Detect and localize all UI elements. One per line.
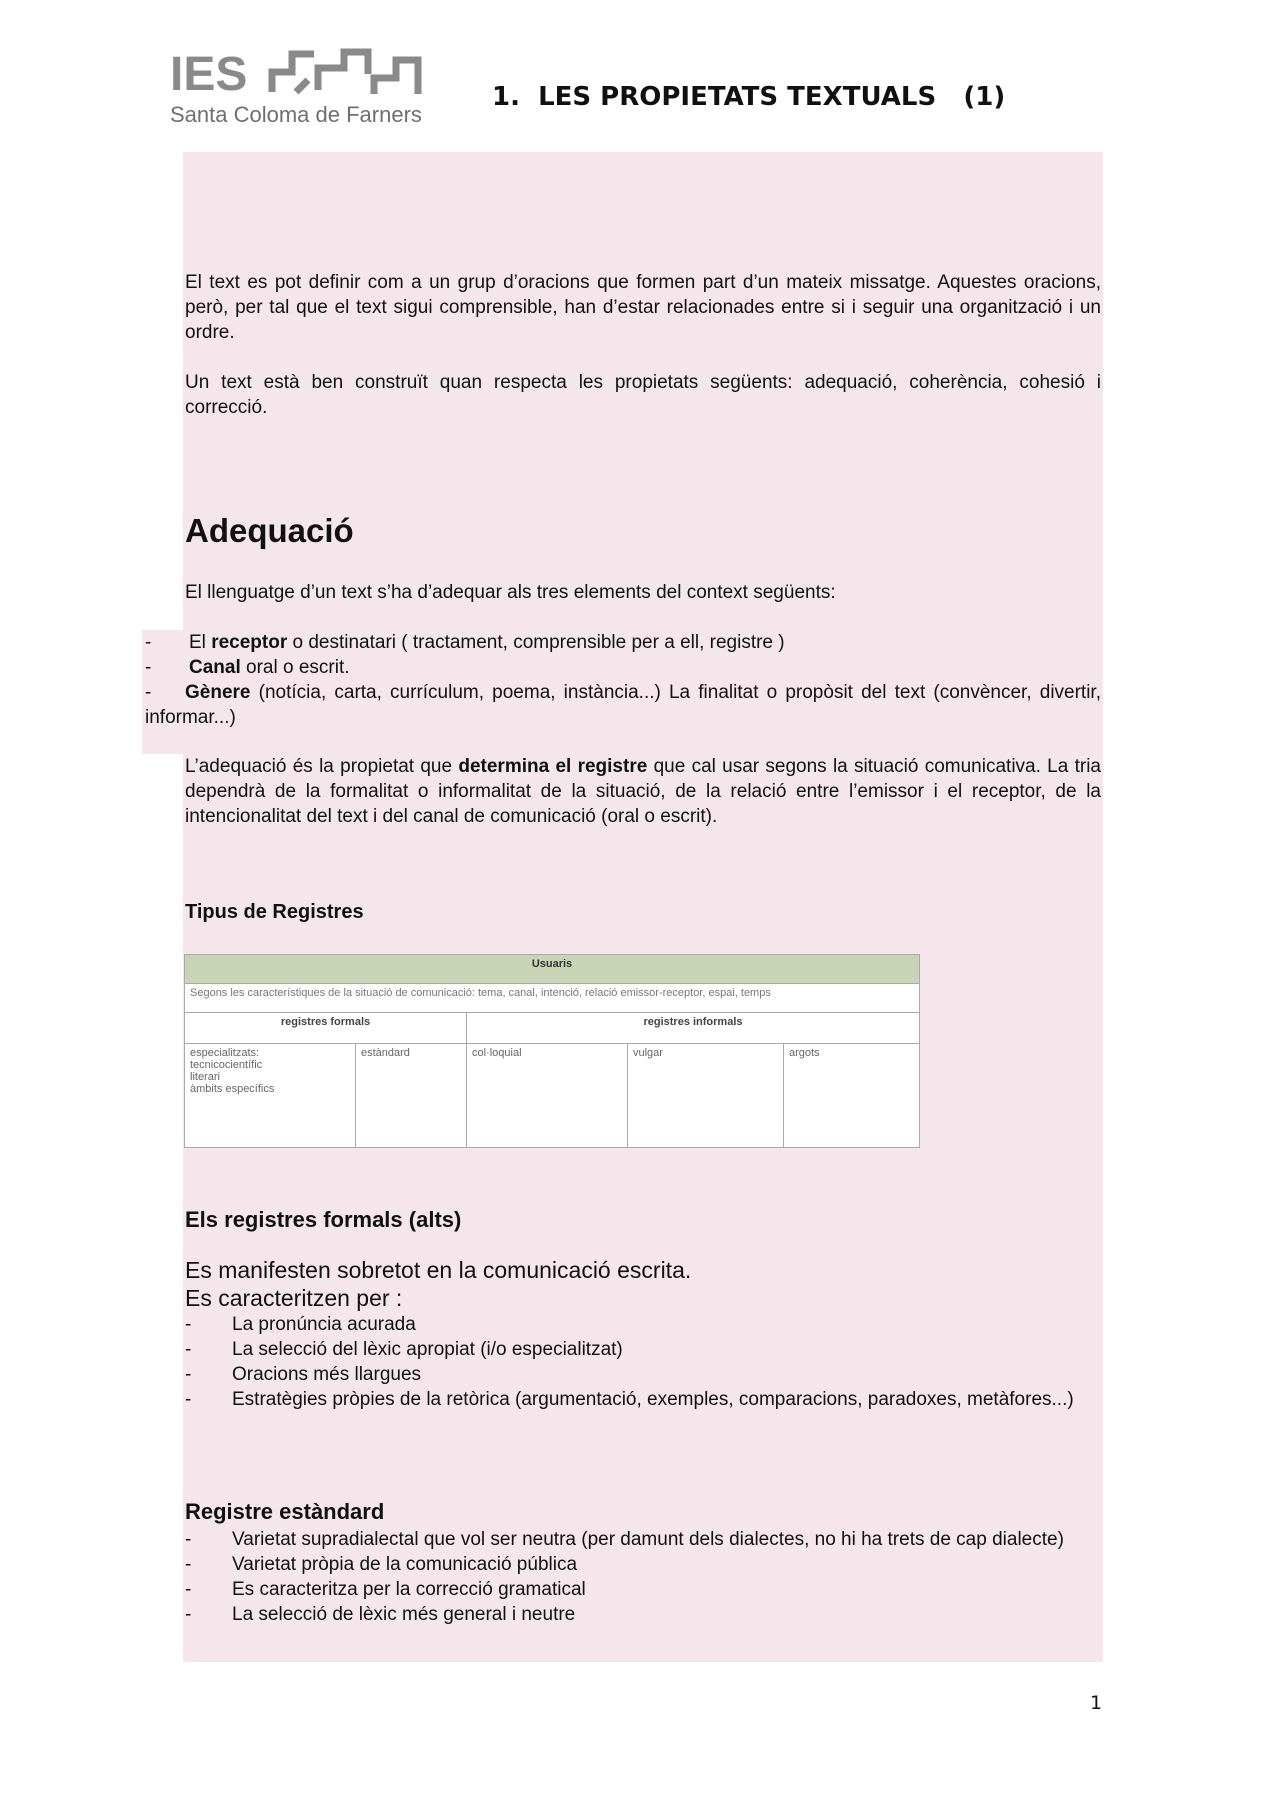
school-logo	[168, 44, 430, 132]
definition-bold: determina el registre	[458, 756, 648, 777]
list-item	[185, 1602, 1101, 1627]
logo-school-name: Santa Coloma de Farners	[170, 102, 422, 127]
list-dash: -	[185, 1604, 192, 1625]
informal-col-colloquial: col·loquial	[467, 1044, 628, 1148]
intro-paragraph-2: Un text està ben construït quan respecta les propietats següents: adequació, coherència, cohesió i correcció.	[185, 372, 1101, 418]
list-item-genere	[145, 680, 1101, 730]
list-item-canal	[145, 655, 1101, 680]
adequacio-definition	[185, 754, 1101, 829]
list-item-text: La pronúncia acurada	[232, 1314, 416, 1335]
formals-line-2: Es caracteritzen per :	[185, 1284, 403, 1311]
formals-section	[185, 1257, 1101, 1412]
list-dash: -	[185, 1579, 192, 1600]
item-post: o destinatari ( tractament, comprensible per a ell, registre )	[287, 632, 785, 653]
list-item-text: Es caracteritza per la correcció gramatical	[232, 1579, 586, 1600]
list-item	[185, 1337, 1101, 1362]
formals-line-1: Es manifesten sobretot en la comunicació escrita.	[185, 1257, 692, 1283]
list-item-receptor	[145, 630, 1101, 655]
item-bold: Gènere	[185, 682, 251, 703]
list-dash: -	[185, 1554, 192, 1575]
formal-col-especialitzats	[185, 1044, 356, 1148]
list-item	[185, 1577, 1101, 1602]
list-item-text: Oracions més llargues	[232, 1364, 422, 1385]
context-elements-list	[145, 630, 1101, 730]
definition-post: que cal usar segons la situació comunicativa. La tria dependrà de la formalitat o informalitat de la situació, de la relació entre l’emissor i el receptor, de la intencionalitat del text i del canal de comunicació (oral o escrit).	[185, 756, 1101, 827]
list-item-text: La selecció de lèxic més general i neutre	[232, 1604, 576, 1625]
logo-emblem-icon	[272, 52, 418, 94]
list-item	[185, 1387, 1101, 1412]
list-item-text: La selecció del lèxic apropiat (i/o especialitzat)	[232, 1339, 623, 1360]
informal-header: registres informals	[467, 1013, 920, 1044]
list-item-text: Estratègies pròpies de la retòrica (argumentació, exemples, comparacions, paradoxes, metàfores...)	[232, 1389, 1074, 1410]
item-bold: receptor	[211, 632, 288, 653]
cell-line: tecnicocientífic	[190, 1059, 263, 1071]
list-dash: -	[185, 1339, 192, 1360]
registres-table	[184, 954, 920, 1148]
formals-list	[185, 1312, 1101, 1412]
list-dash: -	[145, 657, 152, 678]
cell-line: àmbits específics	[190, 1083, 275, 1095]
estandard-heading: Registre estàndard	[185, 1499, 385, 1524]
document-title: 1. LES PROPIETATS TEXTUALS (1)	[492, 82, 1006, 112]
cell-line: especialitzats:	[190, 1047, 260, 1059]
estandard-section	[185, 1527, 1101, 1627]
adequacio-intro	[185, 580, 1101, 605]
list-item	[185, 1552, 1101, 1577]
definition-pre: L’adequació és la propietat que	[185, 756, 459, 777]
formal-col-estandard: estàndard	[356, 1044, 467, 1148]
page-number: 1	[1090, 1692, 1103, 1714]
adequacio-paragraph	[185, 754, 1101, 829]
list-dash: -	[145, 632, 152, 653]
adequacio-intro-text: El llenguatge d’un text s’ha d’adequar als tres elements del context següents:	[185, 582, 836, 603]
table-subtitle: Segons les característiques de la situació de comunicació: tema, canal, intenció, relació emissor-receptor, espai, temps	[185, 984, 920, 1013]
list-item-text: Varietat supradialectal que vol ser neutra (per damunt dels dialectes, no hi ha trets de cap dialecte)	[232, 1529, 1064, 1550]
formals-heading: Els registres formals (alts)	[185, 1207, 462, 1232]
list-item	[185, 1362, 1101, 1387]
intro-paragraph-1: El text es pot definir com a un grup d’oracions que formen part d’un mateix missatge. Aquestes oracions, però, per tal que el text sigui comprensible, han d’estar relacionades entre si i seguir una organització i un ordre.	[185, 272, 1101, 343]
registres-table-image	[184, 954, 920, 1148]
list-dash: -	[185, 1364, 192, 1385]
item-pre: El	[189, 632, 212, 653]
list-dash: -	[185, 1314, 192, 1335]
item-bold: Canal	[189, 657, 241, 678]
estandard-list	[185, 1527, 1101, 1627]
list-item	[185, 1527, 1101, 1552]
list-dash: -	[145, 682, 152, 703]
list-dash: -	[185, 1529, 192, 1550]
formal-header: registres formals	[185, 1013, 467, 1044]
list-item	[185, 1312, 1101, 1337]
item-post: (notícia, carta, currículum, poema, instància...) La finalitat o propòsit del text (convèncer, divertir, informar...)	[145, 682, 1101, 728]
informal-col-argots: argots	[784, 1044, 920, 1148]
list-dash: -	[185, 1389, 192, 1410]
tipus-heading: Tipus de Registres	[185, 901, 364, 923]
list-item-text: Varietat pròpia de la comunicació pública	[232, 1554, 578, 1575]
informal-col-vulgar: vulgar	[628, 1044, 784, 1148]
section-heading-adequacio: Adequació	[185, 512, 354, 549]
logo-ies-text: IES	[170, 48, 248, 101]
table-title: Usuaris	[185, 955, 920, 984]
cell-line: literari	[190, 1071, 220, 1083]
item-post: oral o escrit.	[240, 657, 350, 678]
intro-section	[185, 270, 1101, 420]
